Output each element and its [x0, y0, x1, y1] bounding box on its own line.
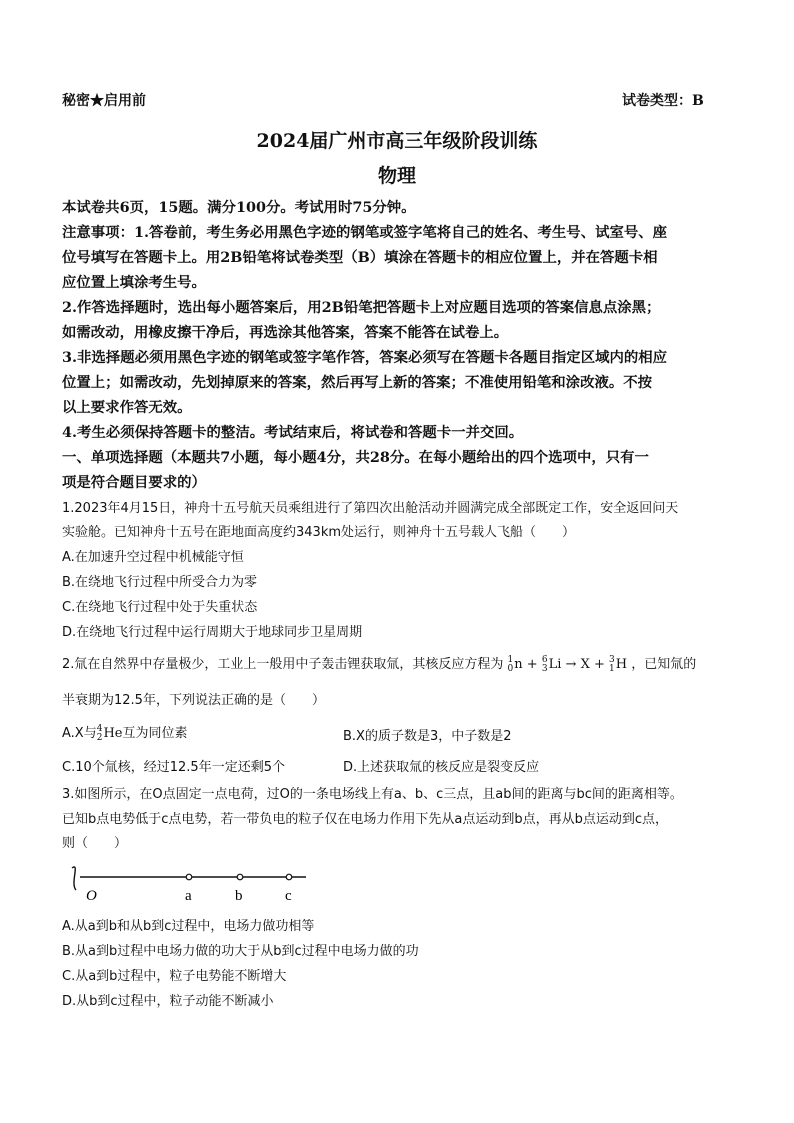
point-c-marker — [286, 874, 292, 880]
q1-option-a: A.在加速升空过程中机械能守恒 — [62, 550, 244, 565]
q1-stem-line-1: 1.2023年4月15日，神舟十五号航天员乘组进行了第四次出舱活动并圆满完成全部既定工作，安全返回问天 — [62, 501, 679, 516]
note-3-line-2: 位置上；如需改动，先划掉原来的答案，然后再写上新的答案；不准使用铅笔和涂改液。不按 — [62, 374, 653, 391]
q1-stem-line-2: 实验舱。已知神舟十五号在距地面高度约343km处运行，则神舟十五号载人飞船（ ） — [62, 525, 576, 540]
point-a-marker — [186, 874, 192, 880]
paper-type-label: 试卷类型：B — [622, 93, 704, 109]
q2-option-d: D.上述获取氚的核反应是裂变反应 — [343, 760, 540, 775]
subject-title: 物理 — [377, 165, 416, 187]
note-1-line-1: 注意事项：1.答卷前，考生务必用黑色字迹的钢笔或签字笔将自己的姓名、考生号、试室号、座 — [62, 224, 668, 241]
q2-option-c: C.10个氚核，经过12.5年一定还剩5个 — [62, 760, 285, 775]
note-1-line-2: 位号填写在答题卡上。用2B铅笔将试卷类型（B）填涂在答题卡的相应位置上，并在答题卡相 — [62, 249, 658, 266]
note-1-line-3: 应位置上填涂考生号。 — [62, 274, 206, 291]
q3-option-a: A.从a到b和从b到c过程中，电场力做功相等 — [62, 919, 315, 934]
neutron-symbol: n — [514, 657, 523, 672]
tritium-symbol: H — [615, 657, 628, 672]
q2-stem-line-1 — [62, 653, 696, 677]
point-o-label: O — [86, 888, 97, 904]
plus-sign: + — [593, 657, 605, 672]
note-2-line-1: 2.作答选择题时，选出每小题答案后，用2B铅笔把答题卡上对应题目选项的答案信息点涂黑； — [62, 299, 661, 316]
electric-field-line-figure — [60, 860, 320, 910]
point-b-marker — [237, 874, 243, 880]
q1-option-c: C.在绕地飞行过程中处于失重状态 — [62, 600, 258, 615]
neutron-isotope-numbers: 1 0 — [507, 654, 514, 674]
q1-option-b: B.在绕地飞行过程中所受合力为零 — [62, 575, 258, 590]
plus-sign: + — [526, 657, 538, 672]
helium-symbol: He — [103, 726, 123, 741]
note-2-line-2: 如需改动，用橡皮擦干净后，再选涂其他答案，答案不能答在试卷上。 — [62, 324, 509, 341]
point-c-label: c — [285, 888, 292, 904]
tritium-isotope-numbers: 3 1 — [609, 654, 615, 674]
section-1-heading-line-2: 项是符合题目要求的） — [62, 474, 206, 491]
q3-option-b: B.从a到b过程中电场力做的功大于从b到c过程中电场力做的功 — [62, 944, 419, 959]
q3-stem-line-3: 则（ ） — [62, 836, 128, 851]
helium-isotope-numbers: 4 2 — [96, 723, 103, 743]
point-b-label: b — [235, 888, 243, 904]
q2-option-b: B.X的质子数是3，中子数是2 — [343, 729, 512, 744]
q3-option-d: D.从b到c过程中，粒子动能不断减小 — [62, 994, 274, 1009]
point-charge-mark — [72, 867, 76, 890]
q2-stem-text-end: ，已知氚的 — [631, 657, 697, 672]
q2-stem-line-2: 半衰期为12.5年，下列说法正确的是（ ） — [62, 693, 325, 708]
confidential-label: 秘密★启用前 — [62, 93, 146, 109]
note-3-line-1: 3.非选择题必须用黑色字迹的钢笔或签字笔作答，答案必须写在答题卡各题目指定区域内的相应 — [62, 349, 668, 366]
q3-option-c: C.从a到b过程中，粒子电势能不断增大 — [62, 969, 287, 984]
q2-stem-text: 2.氚在自然界中存量极少，工业上一般用中子轰击锂获取氚，其核反应方程为 — [62, 657, 504, 672]
lithium-symbol: Li — [548, 657, 562, 672]
point-a-label: a — [185, 888, 192, 904]
reaction-arrow: → — [565, 657, 577, 672]
note-3-line-3: 以上要求作答无效。 — [62, 399, 192, 416]
q1-option-d: D.在绕地飞行过程中运行周期大于地球同步卫星周期 — [62, 625, 363, 640]
exam-title: 2024届广州市高三年级阶段训练 — [256, 130, 538, 152]
lithium-isotope-numbers: 6 3 — [541, 654, 548, 674]
q3-stem-line-2: 已知b点电势低于c点电势，若一带负电的粒子仅在电场力作用下先从a点运动到b点，再从b点运动到c点， — [62, 812, 669, 827]
section-1-heading-line-1: 一、单项选择题（本题共7小题，每小题4分，共28分。在每小题给出的四个选项中，只有一 — [62, 449, 649, 466]
note-4: 4.考生必须保持答题卡的整洁。考试结束后，将试卷和答题卡一并交回。 — [62, 424, 524, 441]
q3-stem-line-1: 3.如图所示，在O点固定一点电荷，过O的一条电场线上有a、b、c三点，且ab间的距离与bc间的距离相等。 — [62, 787, 683, 802]
exam-summary: 本试卷共6页，15题。满分100分。考试用时75分钟。 — [62, 199, 416, 216]
q2-option-a: A.X与 4 2 He互为同位素 — [62, 723, 188, 743]
nuclear-equation — [507, 654, 632, 674]
x-symbol: X — [580, 657, 590, 672]
